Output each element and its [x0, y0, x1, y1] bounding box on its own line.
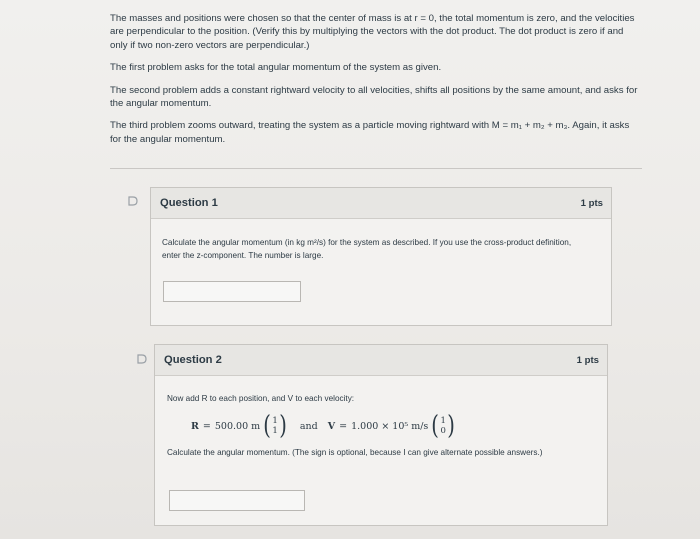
- intro-paragraph-3: The second problem adds a constant rightward velocity to all velocities, shifts all positions by the same amount, and asks for the angular momentum.: [110, 84, 638, 110]
- formula-R-vector: ( 1 1 ): [263, 411, 287, 441]
- question-1-answer-input[interactable]: [163, 281, 301, 302]
- question-2-points: 1 pts: [576, 355, 599, 366]
- formula-V-equals: =: [339, 420, 348, 432]
- question-2-text: Calculate the angular momentum. (The sign is optional, because I can give alternate possible answers.): [167, 448, 543, 457]
- question-2-header: [155, 345, 607, 376]
- question-2-title: Question 2: [164, 354, 222, 366]
- question-1-title: Question 1: [160, 197, 218, 209]
- formula-V-vector: ( 1 0 ): [431, 411, 455, 441]
- question-flag-icon[interactable]: [137, 354, 147, 364]
- question-1-header: [151, 188, 611, 219]
- formula-equals: =: [202, 420, 211, 432]
- formula-V-value: 1.000 × 10⁵ m/s: [351, 420, 429, 432]
- formula-V-vec-top: 1: [440, 416, 446, 426]
- formula-and: and: [299, 420, 318, 432]
- formula-V-label: V: [327, 420, 336, 432]
- question-1-card: [150, 187, 612, 326]
- formula-R-vec-bottom: 1: [272, 426, 278, 436]
- question-1-points: 1 pts: [580, 198, 603, 209]
- divider: [110, 168, 642, 169]
- formula-R-label: R: [191, 420, 199, 432]
- intro-paragraph-4: The third problem zooms outward, treating the system as a particle moving rightward with M = m₁ + m₂ + m₃. Again, it asks for the angular momentum.: [110, 120, 630, 145]
- intro-paragraph-1: The masses and positions were chosen so that the center of mass is at r = 0, the total momentum is zero, and the velocities are perpendicular to the position. (Verify this by multiplying the vectors with the dot product. The dot product is zero if and only if two non-zero vectors are perpendicular.): [110, 13, 635, 51]
- question-2-intro-text: Now add R to each position, and V to each velocity:: [167, 394, 355, 403]
- question-2-answer-input[interactable]: [169, 490, 305, 511]
- question-2-card: [154, 344, 608, 526]
- formula-V-vec-bottom: 0: [440, 426, 446, 436]
- formula-R-vec-top: 1: [272, 416, 278, 426]
- question-flag-icon[interactable]: [128, 196, 138, 206]
- question-2-formula: [191, 413, 458, 439]
- intro-paragraph-2: The first problem asks for the total angular momentum of the system as given.: [110, 62, 442, 74]
- formula-R-value: 500.00 m: [214, 420, 261, 432]
- question-1-text: Calculate the angular momentum (in kg m²/s) for the system as described. If you use the cross-product definition, enter the z-component. The number is large.: [162, 238, 572, 260]
- intro-text: [110, 12, 640, 155]
